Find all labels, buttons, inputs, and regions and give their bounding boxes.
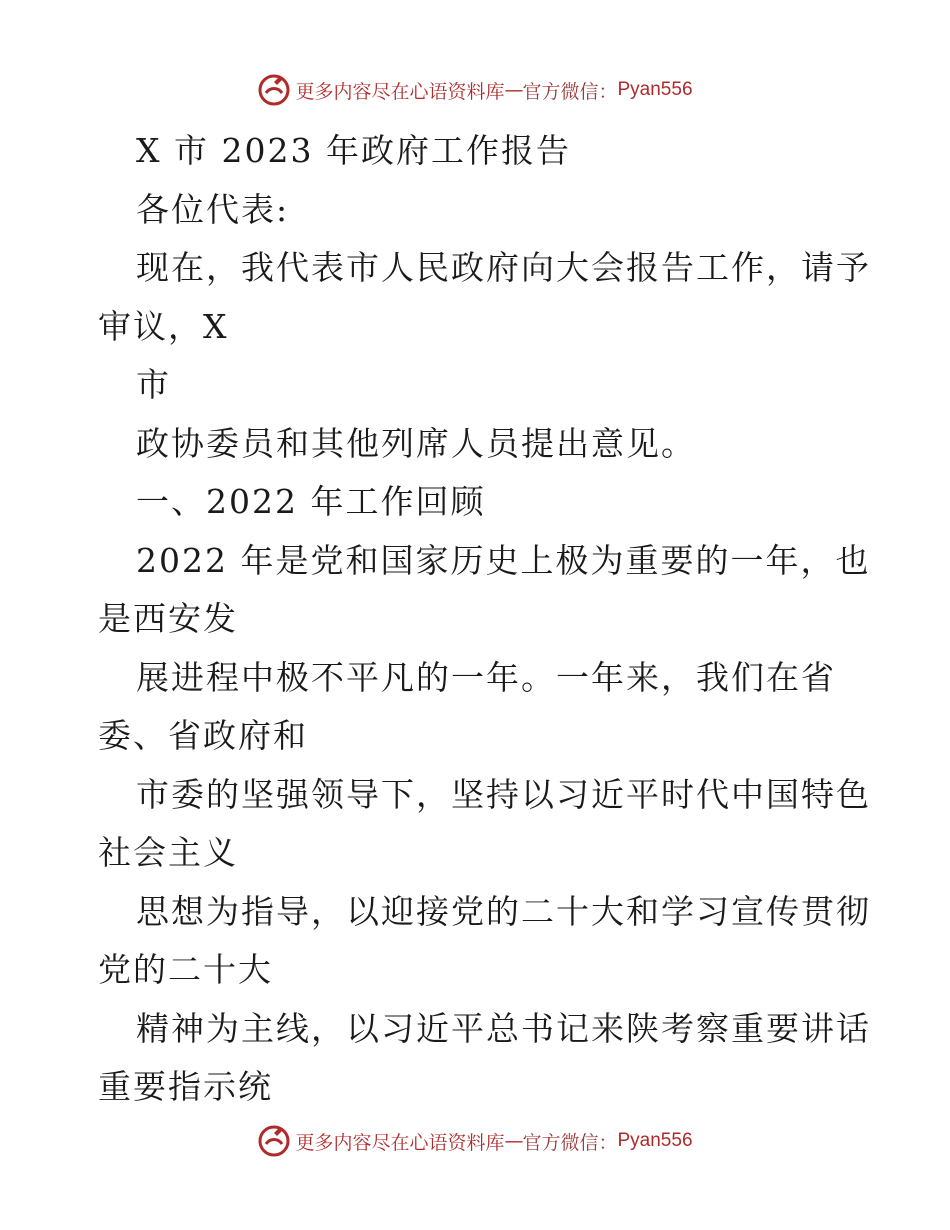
book-logo-icon	[257, 1124, 291, 1158]
paragraph-line: 市委的坚强领导下，坚持以习近平时代中国特色	[136, 774, 871, 814]
section-heading: 一、2022 年工作回顾	[136, 482, 486, 521]
paragraph-line: 2022 年是党和国家历史上极为重要的一年，也	[136, 540, 871, 580]
watermark-account: Pyan556	[617, 79, 693, 100]
paragraph-line: 社会主义	[98, 833, 238, 872]
watermark-sub: 官方微信：	[522, 1131, 618, 1154]
paragraph-line: 重要指示统	[98, 1067, 273, 1106]
paragraph-line: 党的二十大	[98, 950, 273, 989]
watermark-brand: 更多内容尽在心语资料库	[295, 1131, 505, 1154]
paragraph-line: 现在，我代表市人民政府向大会报告工作，请予	[136, 248, 871, 287]
paragraph-line: 各位代表:	[136, 189, 290, 229]
watermark-sub: 官方微信：	[522, 80, 618, 103]
paragraph-line: 审议，X	[98, 306, 229, 346]
paragraph-line: 是西安发	[98, 599, 238, 638]
watermark-brand: 更多内容尽在心语资料库	[295, 80, 505, 103]
paragraph-line: 政协委员和其他列席人员提出意见。	[136, 423, 696, 463]
watermark-dash: —	[504, 79, 523, 101]
paragraph-line: 精神为主线，以习近平总书记来陕考察重要讲话	[136, 1008, 871, 1048]
watermark-dash: —	[504, 1130, 523, 1152]
document-body	[98, 122, 871, 1117]
book-logo-icon	[257, 73, 291, 107]
paragraph-line: 委、省政府和	[98, 716, 308, 755]
document-title: X 市 2023 年政府工作报告	[136, 131, 571, 170]
paragraph-line: 展进程中极不平凡的一年。一年来，我们在省	[136, 657, 836, 697]
watermark-account: Pyan556	[617, 1130, 693, 1151]
paragraph-line: 思想为指导，以迎接党的二十大和学习宣传贯彻	[136, 891, 871, 931]
header-watermark	[0, 70, 950, 110]
paragraph-line: 市	[136, 365, 171, 404]
footer-watermark	[0, 1121, 950, 1161]
